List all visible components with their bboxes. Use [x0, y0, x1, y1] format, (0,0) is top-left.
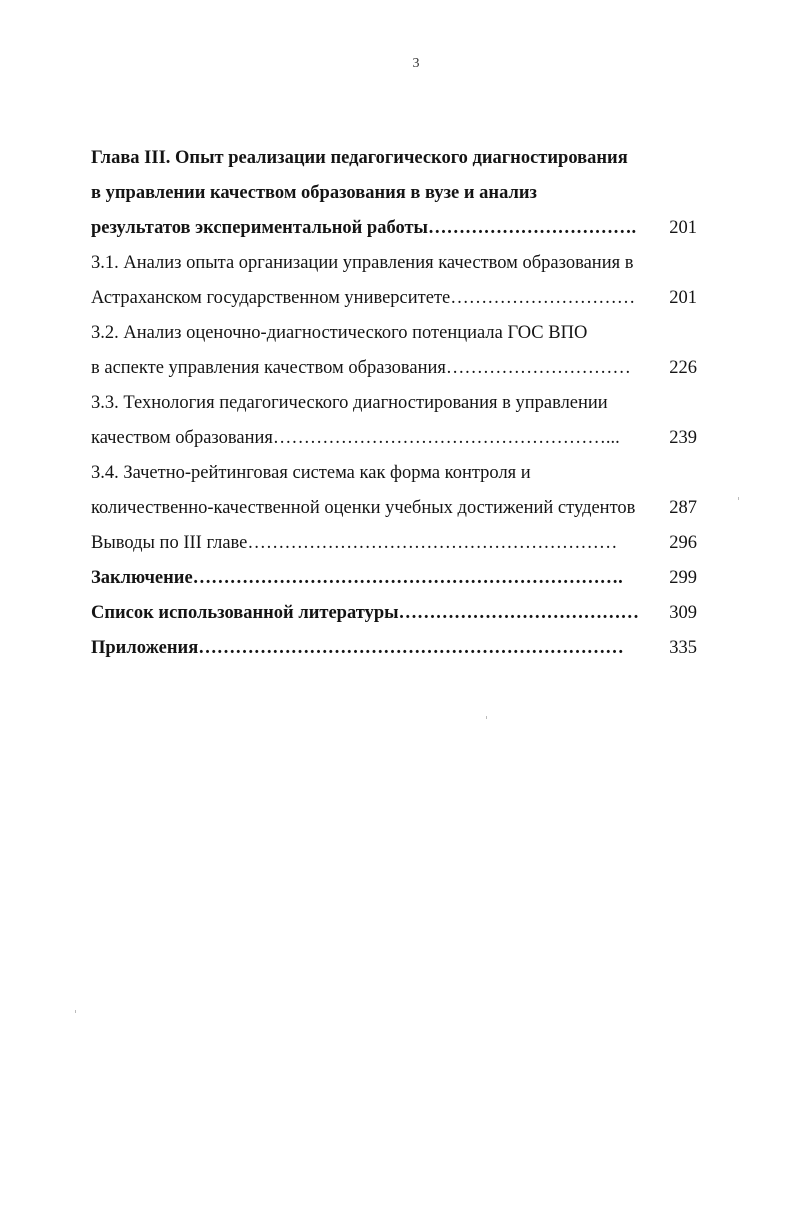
- toc-page-number: 309: [669, 603, 697, 623]
- toc-page-number: 239: [669, 428, 697, 448]
- toc-line: [91, 351, 697, 386]
- toc-line: [91, 281, 697, 316]
- toc-entry-text: Глава III. Опыт реализации педагогического диагностирования: [91, 148, 628, 168]
- scan-artifact: [486, 716, 487, 719]
- toc-page-number: 287: [669, 498, 697, 518]
- toc-line: [91, 211, 697, 246]
- toc-entry-text: в аспекте управления качеством образования…………………………: [91, 358, 631, 378]
- toc-entry-text: Астраханском государственном университете…………………………: [91, 288, 636, 308]
- toc-entry-text: количественно-качественной оценки учебных достижений студентов: [91, 498, 636, 518]
- toc-entry-text: результатов экспериментальной работы…………………………….: [91, 218, 637, 238]
- toc-entry-text: качеством образования………………………………………………...: [91, 428, 620, 448]
- toc-line: [91, 491, 697, 526]
- toc-page-number: 201: [669, 288, 697, 308]
- toc-line: [91, 456, 697, 491]
- toc-page-number: 299: [669, 568, 697, 588]
- toc-line: [91, 141, 697, 176]
- toc-page-number: 296: [669, 533, 697, 553]
- scan-artifact: [738, 497, 739, 500]
- toc-line: [91, 631, 697, 666]
- toc-line: [91, 526, 697, 561]
- toc-page-number: 201: [669, 218, 697, 238]
- toc-line: [91, 561, 697, 596]
- toc-entry-text: Заключение…………………………………………………………….: [91, 568, 623, 588]
- toc-line: [91, 421, 697, 456]
- toc-page-number: 226: [669, 358, 697, 378]
- toc-entry-text: Список использованной литературы…………………………………: [91, 603, 640, 623]
- table-of-contents: [91, 141, 697, 666]
- scan-artifact: [75, 1010, 76, 1013]
- page-number: 3: [412, 56, 420, 71]
- toc-line: [91, 596, 697, 631]
- toc-entry-text: Приложения……………………………………………………………: [91, 638, 624, 658]
- toc-entry-text: 3.3. Технология педагогического диагностирования в управлении: [91, 393, 608, 413]
- toc-entry-text: в управлении качеством образования в вузе и анализ: [91, 183, 537, 203]
- toc-entry-text: 3.2. Анализ оценочно-диагностического потенциала ГОС ВПО: [91, 323, 588, 343]
- toc-line: [91, 176, 697, 211]
- toc-entry-text: Выводы по III главе……………………………………………………: [91, 533, 618, 553]
- toc-page-number: 335: [669, 638, 697, 658]
- toc-entry-text: 3.4. Зачетно-рейтинговая система как форма контроля и: [91, 463, 531, 483]
- toc-line: [91, 246, 697, 281]
- toc-entry-text: 3.1. Анализ опыта организации управления качеством образования в: [91, 253, 634, 273]
- toc-line: [91, 386, 697, 421]
- toc-line: [91, 316, 697, 351]
